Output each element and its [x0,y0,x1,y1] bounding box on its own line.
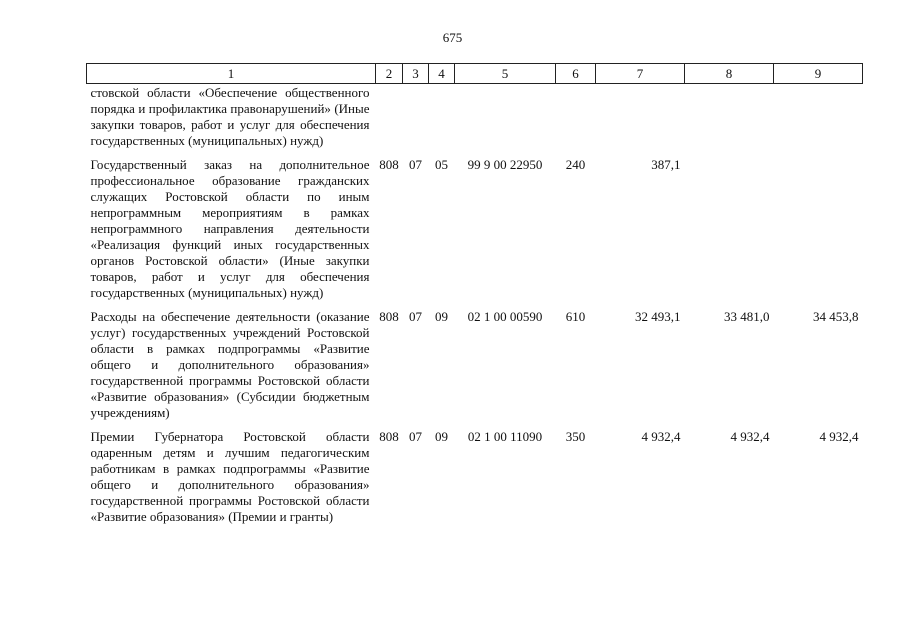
header-col-8: 8 [685,64,774,84]
row-ministry-code: 808 [379,429,399,444]
row-target-article: 02 1 00 00590 [467,309,543,324]
row-amount-col-8 [685,84,774,150]
row-amount-col-7 [596,84,685,150]
row-description: Расходы на обеспечение деятельности (оказание услуг) государственных учреждений Ростовской области в рамках подпрограммы «Развитие общего и дополнительного образования» государственной программы Ростовской области «Развитие образования» (Субсидии бюджетным учреждениям) [90,309,370,420]
row-expense-type: 240 [565,157,586,172]
table-row [87,84,863,150]
header-col-1: 1 [87,64,376,84]
table-body [87,84,863,526]
row-amount-col-8: 4 932,4 [730,429,770,444]
row-target-article [455,84,556,150]
row-ministry-code: 808 [379,309,399,324]
budget-table [86,63,863,525]
row-section-code: 07 [409,429,422,444]
header-col-9: 9 [774,64,863,84]
table-row [87,301,863,421]
row-description: Государственный заказ на дополнительное профессиональное образование гражданских служащих Ростовской области по иным непрограммным мероприятиям в рамках непрограммного направления деятельности «Реализация функций иных государственных органов Ростовской области» (Иные закупки товаров, работ и услуг для обеспечения государственных (муниципальных) нужд) [90,157,370,300]
row-target-article: 02 1 00 11090 [467,429,543,444]
row-amount-col-9 [774,84,863,150]
row-description: стовской области «Обеспечение общественного порядка и профилактика правонарушений» (Иные закупки товаров, работ и услуг для обеспечения государственных (муниципальных) нужд) [90,85,370,148]
row-subsection-code: 05 [435,157,448,172]
row-subsection-code: 09 [435,309,448,324]
header-col-4: 4 [429,64,455,84]
row-description: Премии Губернатора Ростовской области одаренным детям и лучшим педагогическим работникам в рамках подпрограммы «Развитие общего и дополнительного образования» государственной программы Ростовской области «Развитие образования» (Премии и гранты) [90,429,370,524]
header-col-5: 5 [455,64,556,84]
row-expense-type: 610 [565,309,586,324]
row-expense-type: 350 [565,429,586,444]
row-subsection-code: 09 [435,429,448,444]
row-section-code: 07 [409,309,422,324]
table-row [87,149,863,301]
table-header [87,64,863,84]
header-col-6: 6 [556,64,596,84]
row-ministry-code [376,84,403,150]
row-amount-col-9: 34 453,8 [813,309,859,324]
row-amount-col-7: 387,1 [651,157,681,172]
row-amount-col-8: 33 481,0 [724,309,770,324]
row-target-article: 99 9 00 22950 [467,157,543,172]
row-amount-col-8 [685,149,774,301]
table-row [87,421,863,525]
header-col-7: 7 [596,64,685,84]
header-row [87,64,863,84]
row-subsection-code [429,84,455,150]
header-col-3: 3 [403,64,429,84]
page-number: 675 [442,30,463,45]
row-amount-col-7: 4 932,4 [641,429,681,444]
row-section-code: 07 [409,157,422,172]
row-amount-col-9: 4 932,4 [819,429,859,444]
row-expense-type [556,84,596,150]
header-col-2: 2 [376,64,403,84]
row-amount-col-9 [774,149,863,301]
row-ministry-code: 808 [379,157,399,172]
row-section-code [403,84,429,150]
row-amount-col-7: 32 493,1 [635,309,681,324]
